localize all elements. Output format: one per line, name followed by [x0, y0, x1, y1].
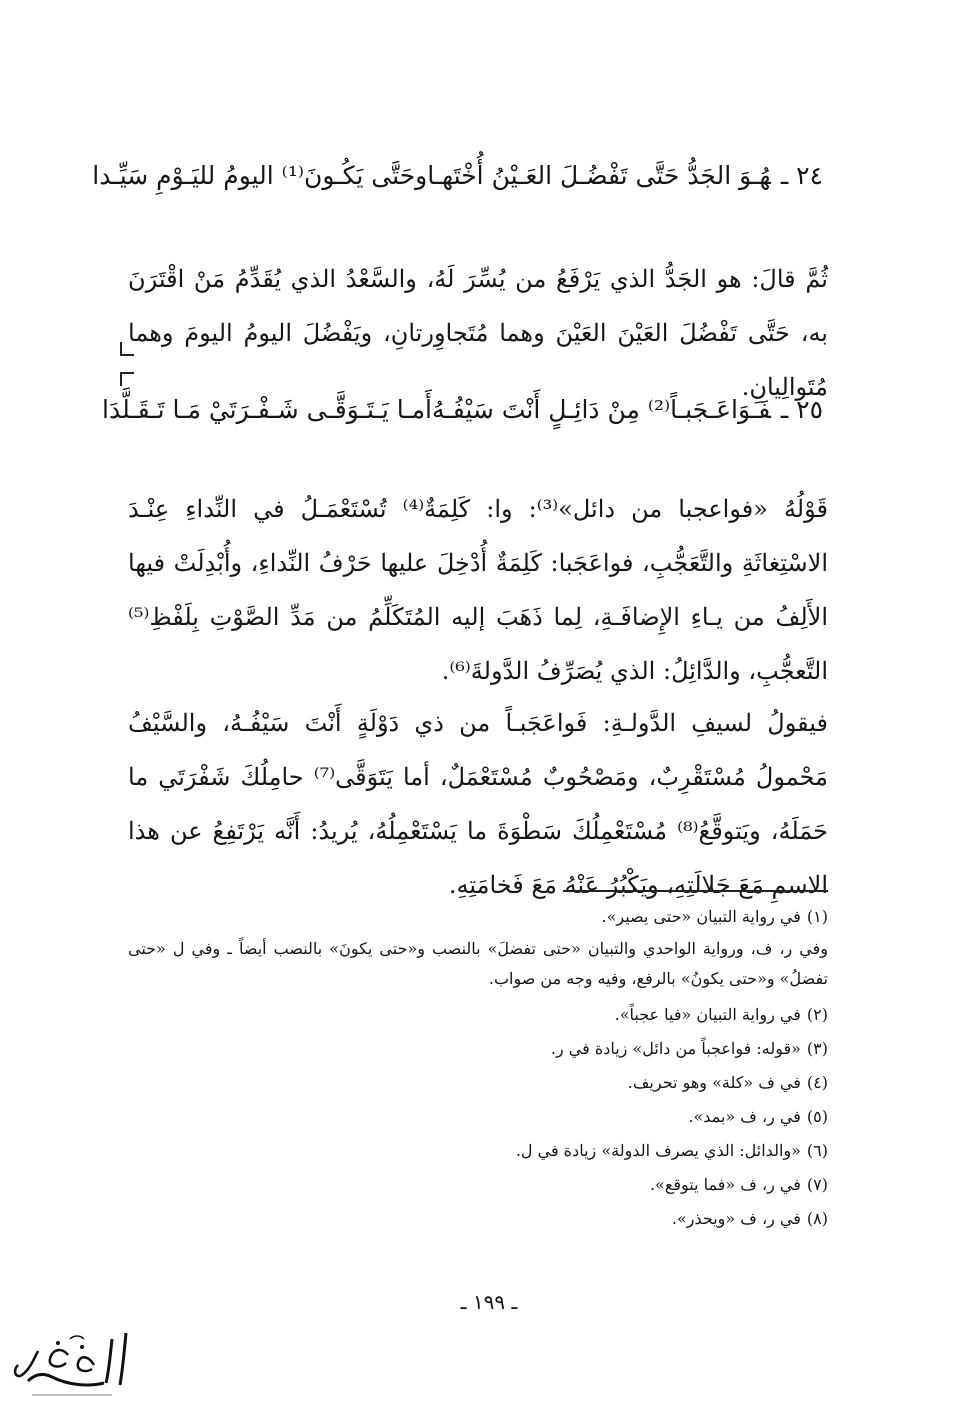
footnote-separator — [563, 890, 828, 892]
verse-24-first-hemistich — [427, 156, 823, 196]
verse-25-hemistich-right-text: فَـوَاعَـجَبـاً⁽²⁾ مِنْ دَائِـلٍ أَنْتَ سَيْفُـهُ — [432, 395, 771, 424]
verse-24-second-hemistich: وحَتَّى يَكُـونَ⁽¹⁾ اليومُ لليَـوْمِ سَيِّـدا — [92, 161, 428, 190]
section-start-mark — [120, 372, 134, 386]
verse-25-first-hemistich — [432, 390, 823, 430]
page-number: ـ ١٩٩ ـ — [460, 1290, 518, 1314]
verse-25-second-hemistich: أَمـا يَـتَـوَقَّـى شَـفْـرَتَيْ مَـا تَـقَـلَّدَا — [102, 395, 433, 424]
verse-24 — [92, 156, 823, 196]
footnote-1: (١)في رواية التبيان «حتى يصير». — [601, 907, 828, 926]
section-end-mark — [120, 342, 134, 356]
verse-24-number: ٢٤ ـ — [780, 161, 823, 190]
verse-25 — [102, 390, 823, 430]
footnotes — [128, 900, 828, 1236]
footnote-3: (٣)«قوله: فواعجباً من دائل» زيادة في ر. — [550, 1039, 828, 1058]
commentary-paragraph-1: ثُمَّ قالَ: هو الجَدُّ الذي يَرْفَعُ من يُسِّرَ لَهُ، والسَّعْدُ الذي يُقَدِّمُ مَنْ اقْتَرَنَ به، حَتَّى تَفْضُلَ العَيْنَ العَيْنَ وهما مُتَجاوِرتانِ، ويَفْضُلَ اليومُ اليومَ وهما مُتَوالِيانِ. — [128, 265, 828, 401]
footnote-6: (٦)«والدائل: الذي يصرف الدولة» زيادة في ل. — [515, 1141, 828, 1160]
footnote-7: (٧)في ر، ف «فما يتوقع». — [649, 1175, 828, 1194]
verse-25-number: ٢٥ ـ — [780, 395, 823, 424]
footnote-5: (٥)في ر، ف «بمد». — [688, 1107, 828, 1126]
footnote-8: (٨)في ر، ف «ويحذر». — [671, 1209, 828, 1228]
footnote-1-continuation: وفي ر، ف، ورواية الواحدي والتبيان «حتى تفضلَ» بالنصب و«حتى يكونَ» بالنصب أيضاً ـ وفي ل «حتى تفضلُ» و«حتى يكونُ» بالرفع، وفيه وجه من صواب. — [128, 939, 828, 988]
commentary-paragraph-3: فيقولُ لسيفِ الدَّولـةِ: فَواعَجَبـاً من ذي دَوْلَةٍ أَنْتَ سَيْفُـهُ، والسَّيْفُ مَحْمولُ مُسْتَقْرِبٌ، ومَصْحُوبٌ مُسْتَعْمَلٌ، أما يَتَوَقَّى⁽⁷⁾ حامِلُكَ شَفْرَتَي ما حَمَلَهُ، ويَتوقَّعُ⁽⁸⁾ مُسْتَعْمِلُكَ سَطْوَةَ ما يَسْتَعْمِلُهُ، يُريدُ: أَنَّه يَرْتَفِعُ عن هذا الاسمِ مَعَ جَلالَتِهِ، ويَكْبُرُ عَنْهُ مَعَ فَخامَتِهِ. — [128, 709, 829, 899]
footnote-4: (٤)في ف «كلة» وهو تحريف. — [627, 1073, 828, 1092]
commentary-paragraph-2: قَوْلُهُ «فواعجبا من دائل»⁽³⁾: وا: كَلِمَةٌ⁽⁴⁾ تُسْتَعْمَـلُ في النِّداءِ عِنْـدَ الاسْتِغاثَةِ والتَّعَجُّبِ، فواعَجَبا: كَلِمَةٌ أُدْخِلَ عليها حَرْفُ النِّداءِ، وأُبْدِلَتْ فيها الأَلِفُ من يـاءِ الإِضافَـةِ، لِما ذَهَبَ إليه المُتَكَلِّمُ من مَدِّ الصَّوْتِ بِلَفْظِ⁽⁵⁾ التَّعجُّبِ، والدَّائِلُ: الذي يُصَرِّفُ الدَّولةَ⁽⁶⁾. — [128, 495, 828, 685]
verse-24-hemistich-right-text: هُـوَ الجَدُّ حَتَّى تَفْضُـلَ العَـيْنُ أُخْتَهـا — [427, 161, 771, 190]
calligraphy-logo — [8, 1325, 136, 1403]
footnote-2: (٢)في رواية التبيان «فيا عجباً». — [614, 1005, 828, 1024]
